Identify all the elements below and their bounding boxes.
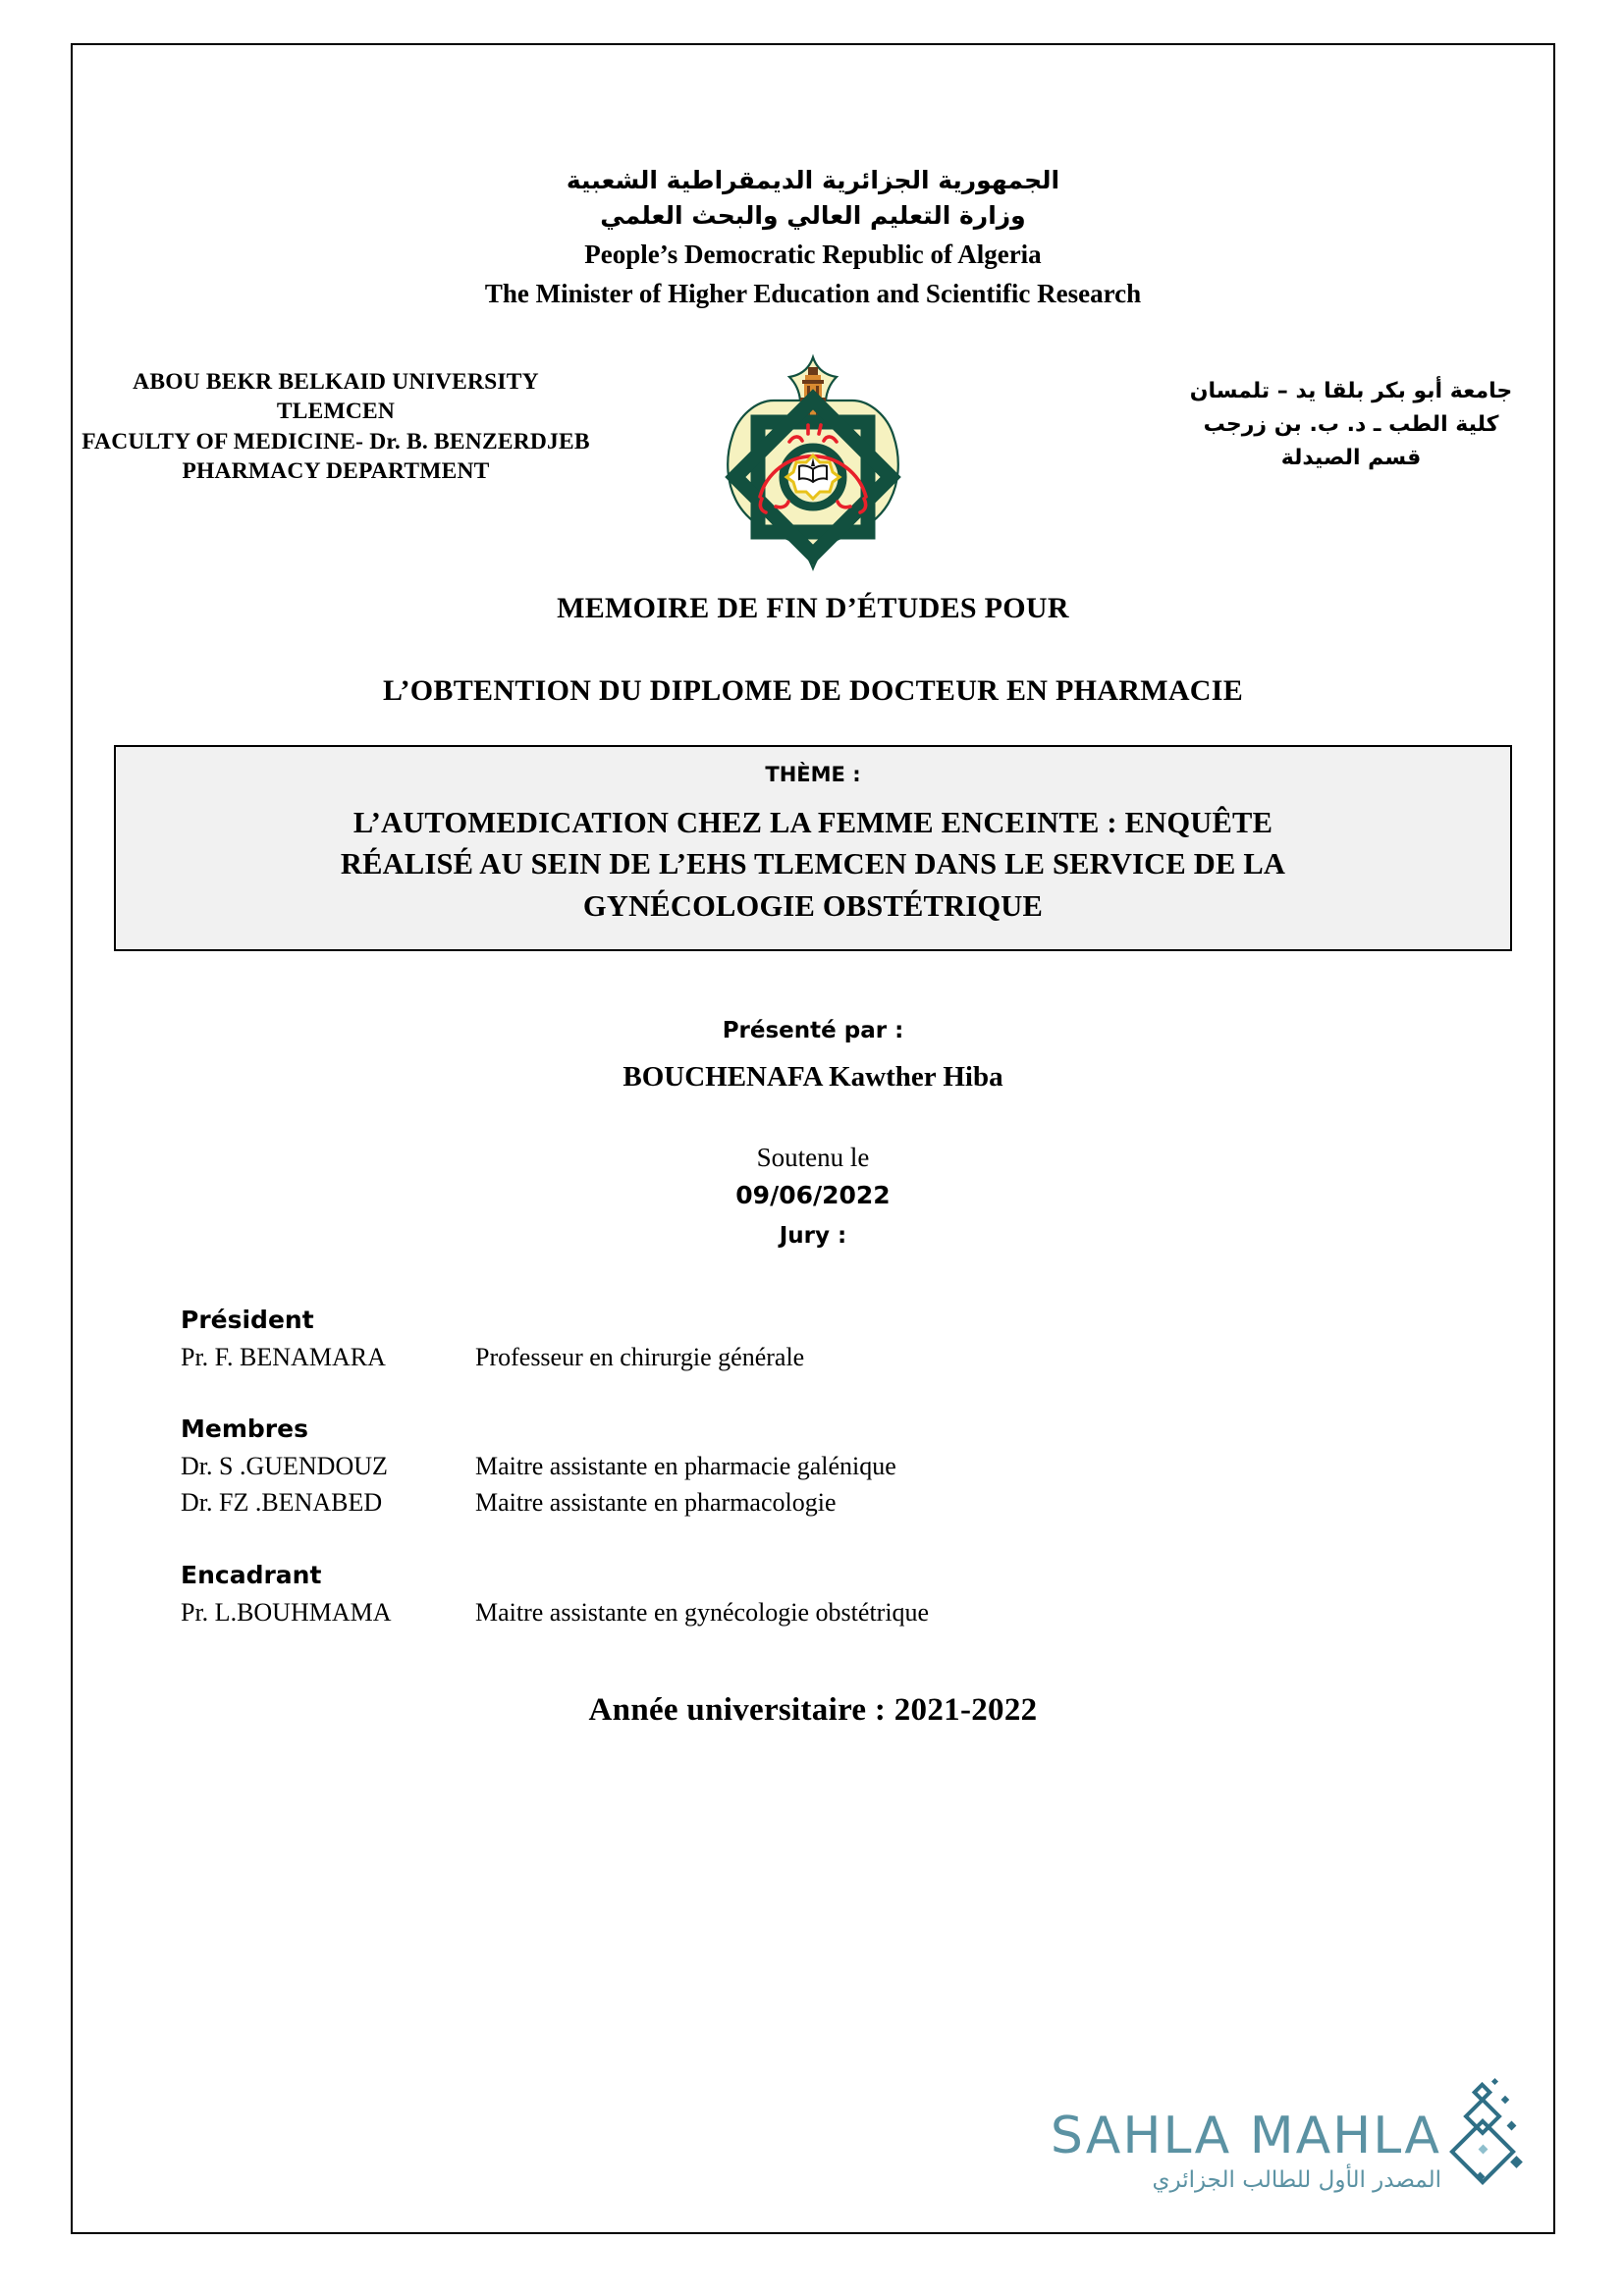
watermark-title: SAHLA MAHLA (1050, 2107, 1441, 2165)
theme-title-line-1: L’AUTOMEDICATION CHEZ LA FEMME ENCEINTE : ENQUÊTE (352, 805, 1273, 839)
theme-title (134, 802, 1492, 928)
jury-member-role: Maitre assistante en pharmacie galénique (475, 1452, 896, 1481)
sahla-mahla-diamond-icon (1447, 2075, 1538, 2193)
national-header (71, 43, 1555, 314)
jury-group-encadrant (181, 1561, 1339, 1631)
obtention-line: L’OBTENTION DU DIPLOME DE DOCTEUR EN PHARMACIE (382, 673, 1244, 707)
cover-page (71, 43, 1555, 2234)
jury-member-name: Pr. F. BENAMARA (181, 1342, 386, 1371)
jury-member-name: Dr. S .GUENDOUZ (181, 1452, 388, 1481)
university-city-line: TLEMCEN (276, 399, 396, 425)
theme-label: THÈME : (765, 762, 861, 786)
jury-group-membres (181, 1415, 1339, 1522)
institution-english-block (81, 367, 591, 487)
jury-member-name: Pr. L.BOUHMAMA (181, 1598, 392, 1628)
jury-member-name: Dr. FZ .BENABED (181, 1488, 383, 1518)
academic-year: Année universitaire : 2021-2022 (588, 1692, 1038, 1729)
department-line: PHARMACY DEPARTMENT (182, 458, 490, 485)
diploma-statement (71, 592, 1555, 708)
jury-label: Jury : (779, 1222, 847, 1249)
defence-section (71, 1143, 1555, 1249)
jury-block (181, 1306, 1339, 1632)
institution-arabic-block (1155, 375, 1547, 475)
jury-member-role: Maitre assistante en pharmacologie (475, 1488, 837, 1518)
jury-group-title: Encadrant (181, 1561, 322, 1590)
watermark-subtitle: المصدر الأول للطالب الجزائري (1152, 2167, 1441, 2193)
theme-box (114, 745, 1512, 951)
ministry-english-line: The Minister of Higher Education and Scientific Research (484, 279, 1142, 308)
defence-date: 09/06/2022 (735, 1180, 891, 1209)
university-name-arabic: جامعة أبو بكر بلقا يد – تلمسان (1189, 378, 1513, 403)
author-name: BOUCHENAFA Kawther Hiba (623, 1060, 1003, 1093)
soutenu-label: Soutenu le (756, 1142, 870, 1172)
theme-title-line-3: GYNÉCOLOGIE OBSTÉTRIQUE (582, 888, 1044, 923)
republic-arabic-line: الجمهورية الجزائرية الديمقراطية الشعبية (566, 166, 1060, 194)
university-name-line: ABOU BEKR BELKAID UNIVERSITY (133, 368, 539, 395)
jury-row (181, 1340, 1339, 1376)
jury-group-title: Membres (181, 1415, 308, 1444)
institution-band (71, 355, 1555, 566)
ministry-arabic-line: وزارة التعليم العالي والبحث العلمي (600, 201, 1026, 231)
memoire-line: MEMOIRE DE FIN D’ÉTUDES POUR (557, 591, 1069, 624)
presented-by-label: Présenté par : (722, 1017, 904, 1043)
jury-member-role: Maitre assistante en gynécologie obstétrique (475, 1598, 930, 1628)
faculty-line: FACULTY OF MEDICINE- Dr. B. BENZERDJEB (81, 428, 590, 454)
faculty-arabic: كلية الطب ـ د. ب. بن زرجب (1203, 411, 1499, 437)
theme-title-line-2: RÉALISÉ AU SEIN DE L’EHS TLEMCEN DANS LE SERVICE DE LA (340, 847, 1286, 881)
department-arabic: قسم الصيدلة (1280, 445, 1422, 470)
jury-member-role: Professeur en chirurgie générale (475, 1342, 805, 1371)
republic-english-line: People’s Democratic Republic of Algeria (584, 239, 1042, 269)
jury-row (181, 1485, 1339, 1522)
university-emblem-icon (715, 351, 911, 572)
presented-by-section (71, 1018, 1555, 1094)
jury-group-title: Président (181, 1305, 314, 1334)
jury-row (181, 1595, 1339, 1631)
sahla-mahla-watermark (1047, 2075, 1538, 2222)
jury-group-president (181, 1306, 1339, 1376)
jury-row (181, 1449, 1339, 1485)
